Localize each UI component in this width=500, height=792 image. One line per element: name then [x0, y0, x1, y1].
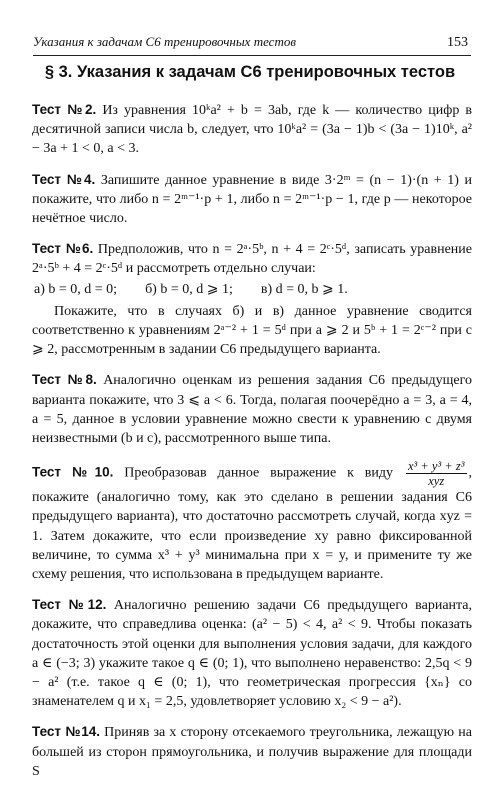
task-text: Приняв за x сторону отсекаемого треугольника, лежащую на большей из сторон прямоугольника, и получив выражение для площади S [32, 725, 473, 779]
fraction-denominator: xyz [428, 474, 445, 489]
case-item: а) b = 0, d = 0; [34, 281, 118, 297]
task-4 [32, 170, 472, 229]
task-label: Тест №6. [32, 241, 94, 257]
task-label: Тест №8. [32, 372, 97, 388]
header-divider [33, 55, 471, 56]
fraction [406, 459, 467, 488]
task-text: Аналогично решению задачи С6 предыдущего варианта, докажите, что справедлива оценка: (a² − 5) < 4, a² < 9. Чтобы показать достаточность этой оценки для выполнения условия задачи, для каждого a ∈ (−3; 3) укажите такое q ∈ (0; 1), что выполнено неравенство: 2,5q < 9 − a² (т.е. такое q ∈ (0; 1), что геометрическая прогрессия {xₙ} со знаменателем q и x₁ = 2,5, удовлетворяет условию x₂ < 9 − a²). [32, 598, 473, 710]
section-title: § 3. Указания к задачам С6 тренировочных тестов [44, 63, 456, 81]
task-14 [32, 722, 472, 781]
task-6 [32, 239, 472, 359]
task-label: Тест №4. [32, 171, 96, 187]
task-10 [32, 459, 472, 584]
task-text: Из уравнения 10ᵏa² + b = 3ab, где k — количество цифр в десятичной записи числа b, следует, что 10ᵏa² = (3a − 1)b < (3a − 1)10ᵏ, a² − 3a + 1 < 0, a < 3. [32, 103, 472, 157]
task-text: Предположив, что n = 2ᵃ·5ᵇ, n + 4 = 2ᶜ·5ᵈ, записать уравнение 2ᵃ·5ᵇ + 4 = 2ᶜ·5ᵈ и рассмотреть отдельно случаи: [32, 242, 472, 277]
case-item: б) b = 0, d ⩾ 1; [145, 281, 233, 297]
task-text: Преобразовав данное выражение к виду [124, 465, 394, 481]
running-header-title: Указания к задачам С6 тренировочных тестов [33, 34, 296, 49]
task-label: Тест №12. [32, 597, 107, 613]
task-2 [32, 100, 472, 159]
task-12 [32, 595, 472, 711]
case-item: в) d = 0, b ⩾ 1. [260, 281, 348, 297]
task-text-continued: , покажите (аналогично тому, как это сделано в решении задания С6 предыдущего варианта), что достаточно рассмотреть случай, когда xyz = 1. Затем докажите, что если произведение xy равно фиксированной величине, то сумма x³ + y³ минимальна при x = y, и примените ту же схему решения, что использована в предыдущем варианте. [32, 465, 473, 583]
tasks-body [32, 100, 472, 792]
case-list [32, 280, 472, 299]
task-extra-text: Покажите, что в случаях б) и в) данное уравнение сводится соответственно к уравнениям 2ᵃ⁻² + 1 = 5ᵈ при a ⩾ 2 и 5ᵇ + 1 = 2ᶜ⁻² при c ⩾ 2, рассмотренным в задании С6 предыдущего варианта. [32, 303, 472, 358]
task-8 [32, 370, 472, 448]
task-label: Тест №14. [32, 724, 100, 740]
task-label: Тест №10. [32, 464, 114, 480]
task-text: Аналогично оценкам из решения задания С6 предыдущего варианта покажите, что 3 ⩽ a < 6. Тогда, полагая поочерёдно a = 3, a = 4, a = 5, данное в условии уравнение можно свести к уравнению с двумя неизвестными (b и c), рассмотренного выше типа. [32, 373, 472, 447]
page-number: 153 [447, 35, 468, 50]
running-header [33, 34, 468, 51]
fraction-numerator: x³ + y³ + z³ [407, 459, 465, 474]
task-text: Запишите данное уравнение в виде 3·2ᵐ = (n − 1)·(n + 1) и покажите, что либо n = 2ᵐ⁻¹·p + 1, либо n = 2ᵐ⁻¹·p − 1, где p — некоторое нечётное число. [32, 172, 472, 227]
task-label: Тест №2. [32, 102, 97, 117]
